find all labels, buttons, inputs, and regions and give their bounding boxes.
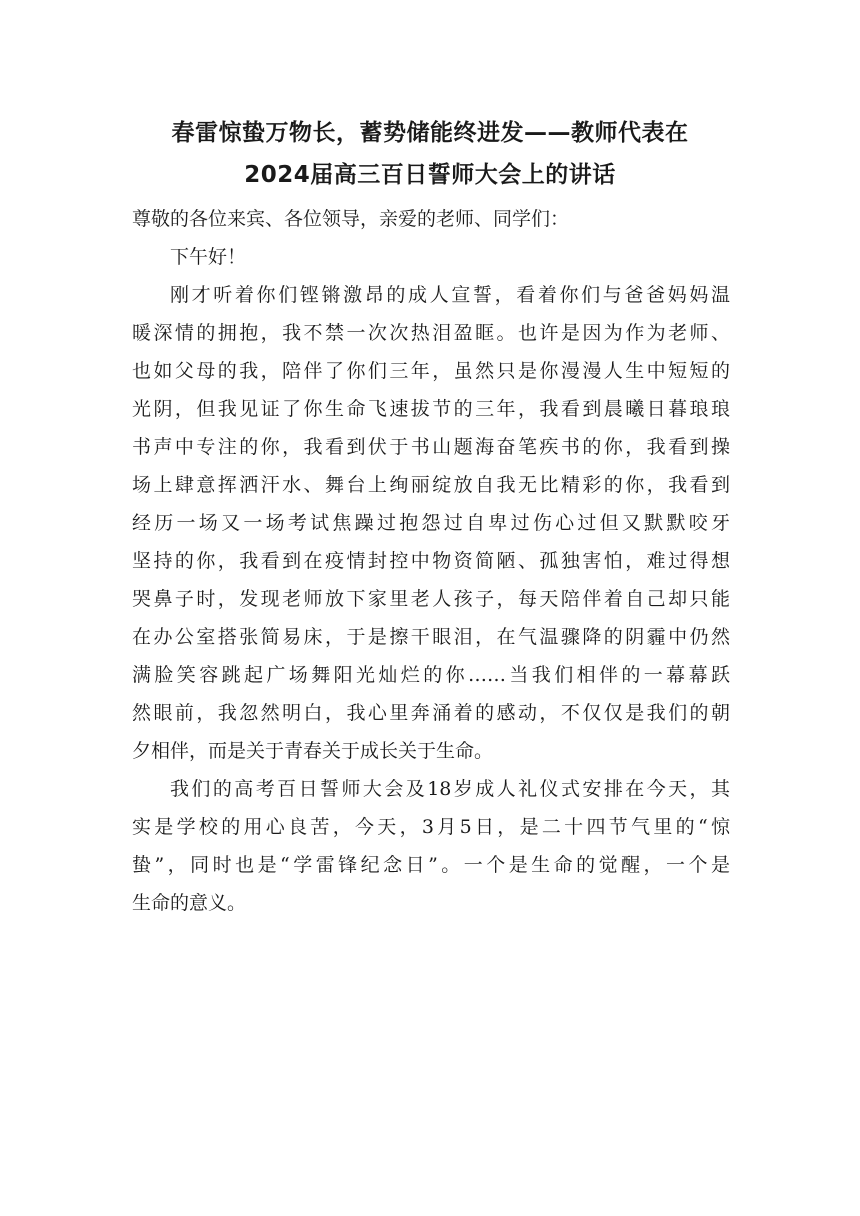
paragraph-1-line: 刚才听着你们铿锵激昂的成人宣誓，看着你们与爸爸妈妈温 bbox=[170, 284, 730, 306]
paragraph-1-line: 场上肆意挥洒汗水、舞台上绚丽绽放自我无比精彩的你，我看到 bbox=[132, 474, 730, 496]
paragraph-2-line: 实是学校的用心良苦，今天，3月5日，是二十四节气里的“惊 bbox=[132, 816, 730, 838]
paragraph-1-line: 满脸笑容跳起广场舞阳光灿烂的你……当我们相伴的一幕幕跃 bbox=[132, 664, 730, 686]
paragraph-2-line: 我们的高考百日誓师大会及18岁成人礼仪式安排在今天，其 bbox=[170, 778, 730, 800]
document-title bbox=[100, 112, 760, 196]
paragraph-2 bbox=[132, 770, 730, 922]
paragraph-1 bbox=[132, 276, 730, 770]
paragraph-1-line: 暖深情的拥抱，我不禁一次次热泪盈眶。也许是因为作为老师、 bbox=[132, 322, 730, 344]
paragraph-2-line: 蛰”，同时也是“学雷锋纪念日”。一个是生命的觉醒，一个是 bbox=[132, 854, 730, 876]
paragraph-1-line: 在办公室搭张简易床，于是擦干眼泪，在气温骤降的阴霾中仍然 bbox=[132, 626, 730, 648]
salutation: 尊敬的各位来宾、各位领导，亲爱的老师、同学们： bbox=[132, 208, 570, 230]
title-line-2: 2024届高三百日誓师大会上的讲话 bbox=[244, 162, 616, 188]
paragraph-1-line: 坚持的你，我看到在疫情封控中物资简陋、孤独害怕，难过得想 bbox=[132, 550, 730, 572]
title-line-1: 春雷惊蛰万物长，蓄势储能终进发——教师代表在 bbox=[171, 120, 689, 146]
paragraph-1-line: 夕相伴，而是关于青春关于成长关于生命。 bbox=[132, 740, 494, 762]
paragraph-1-line: 哭鼻子时，发现老师放下家里老人孩子，每天陪伴着自己却只能 bbox=[132, 588, 730, 610]
paragraph-1-line: 书声中专注的你，我看到伏于书山题海奋笔疾书的你，我看到操 bbox=[132, 436, 730, 458]
paragraph-1-line: 然眼前，我忽然明白，我心里奔涌着的感动，不仅仅是我们的朝 bbox=[132, 702, 730, 724]
paragraph-1-line: 也如父母的我，陪伴了你们三年，虽然只是你漫漫人生中短短的 bbox=[132, 360, 730, 382]
paragraph-1-line: 光阴，但我见证了你生命飞速拔节的三年，我看到晨曦日暮琅琅 bbox=[132, 398, 730, 420]
paragraph-1-line: 经历一场又一场考试焦躁过抱怨过自卑过伤心过但又默默咬牙 bbox=[132, 512, 730, 534]
greeting: 下午好！ bbox=[170, 246, 247, 268]
paragraph-2-line: 生命的意义。 bbox=[132, 892, 247, 914]
document-body bbox=[132, 200, 730, 922]
